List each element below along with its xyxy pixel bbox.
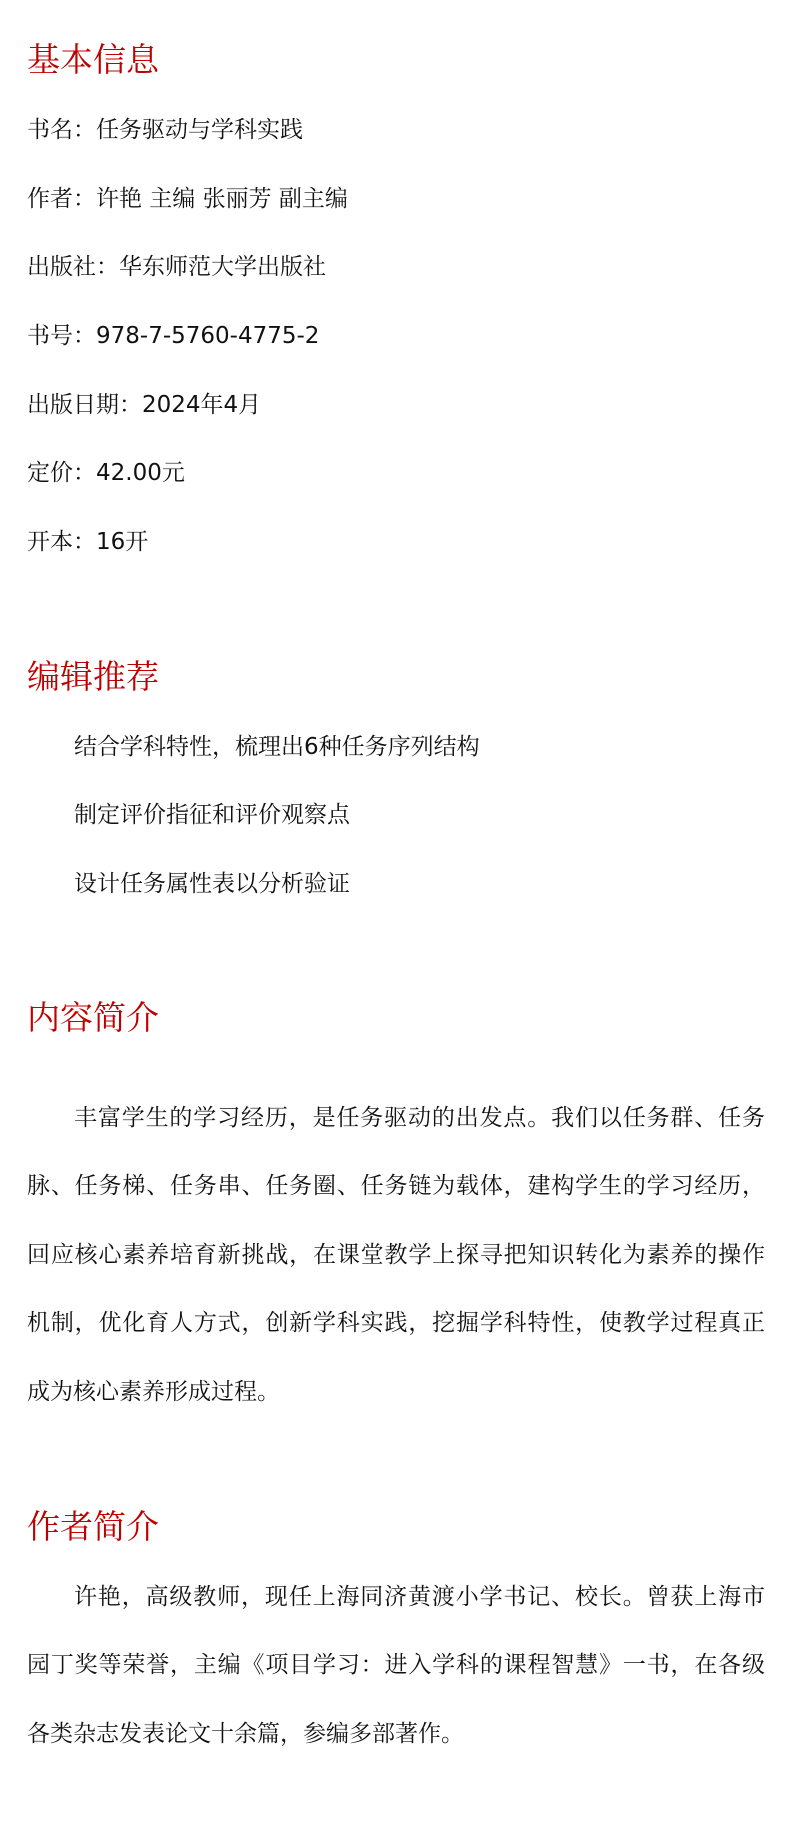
price-line: 定价：42.00元 (27, 460, 185, 486)
editor-recommendation-heading: 编辑推荐 (27, 657, 159, 696)
format-line: 开本：16开 (27, 529, 149, 555)
isbn-line: 书号：978-7-5760-4775-2 (27, 323, 320, 349)
basic-info-heading: 基本信息 (27, 40, 159, 79)
author-intro-line: 园丁奖等荣誉，主编《项目学习：进入学科的课程智慧》一书，在各级 (27, 1652, 765, 1678)
content-intro-heading: 内容简介 (27, 998, 159, 1037)
author-intro-line: 各类杂志发表论文十余篇，参编多部著作。 (27, 1721, 464, 1747)
author-line: 作者：许艳 主编 张丽芳 副主编 (27, 186, 348, 212)
recommendation-item: 设计任务属性表以分析验证 (74, 871, 350, 897)
book-title-line: 书名：任务驱动与学科实践 (27, 117, 303, 143)
author-intro-line: 许艳，高级教师，现任上海同济黄渡小学书记、校长。曾获上海市 (74, 1584, 765, 1610)
recommendation-item: 结合学科特性，梳理出6种任务序列结构 (74, 734, 480, 760)
content-intro-line: 成为核心素养形成过程。 (27, 1379, 280, 1405)
publish-date-line: 出版日期：2024年4月 (27, 392, 262, 418)
content-intro-line: 机制，优化育人方式，创新学科实践，挖掘学科特性，使教学过程真正 (27, 1310, 765, 1336)
publisher-line: 出版社：华东师范大学出版社 (27, 254, 326, 280)
author-intro-heading: 作者简介 (27, 1507, 159, 1546)
content-intro-line: 脉、任务梯、任务串、任务圈、任务链为载体，建构学生的学习经历， (27, 1173, 765, 1199)
content-intro-line: 回应核心素养培育新挑战，在课堂教学上探寻把知识转化为素养的操作 (27, 1242, 765, 1268)
recommendation-item: 制定评价指征和评价观察点 (74, 802, 350, 828)
content-intro-line: 丰富学生的学习经历，是任务驱动的出发点。我们以任务群、任务 (74, 1105, 765, 1131)
